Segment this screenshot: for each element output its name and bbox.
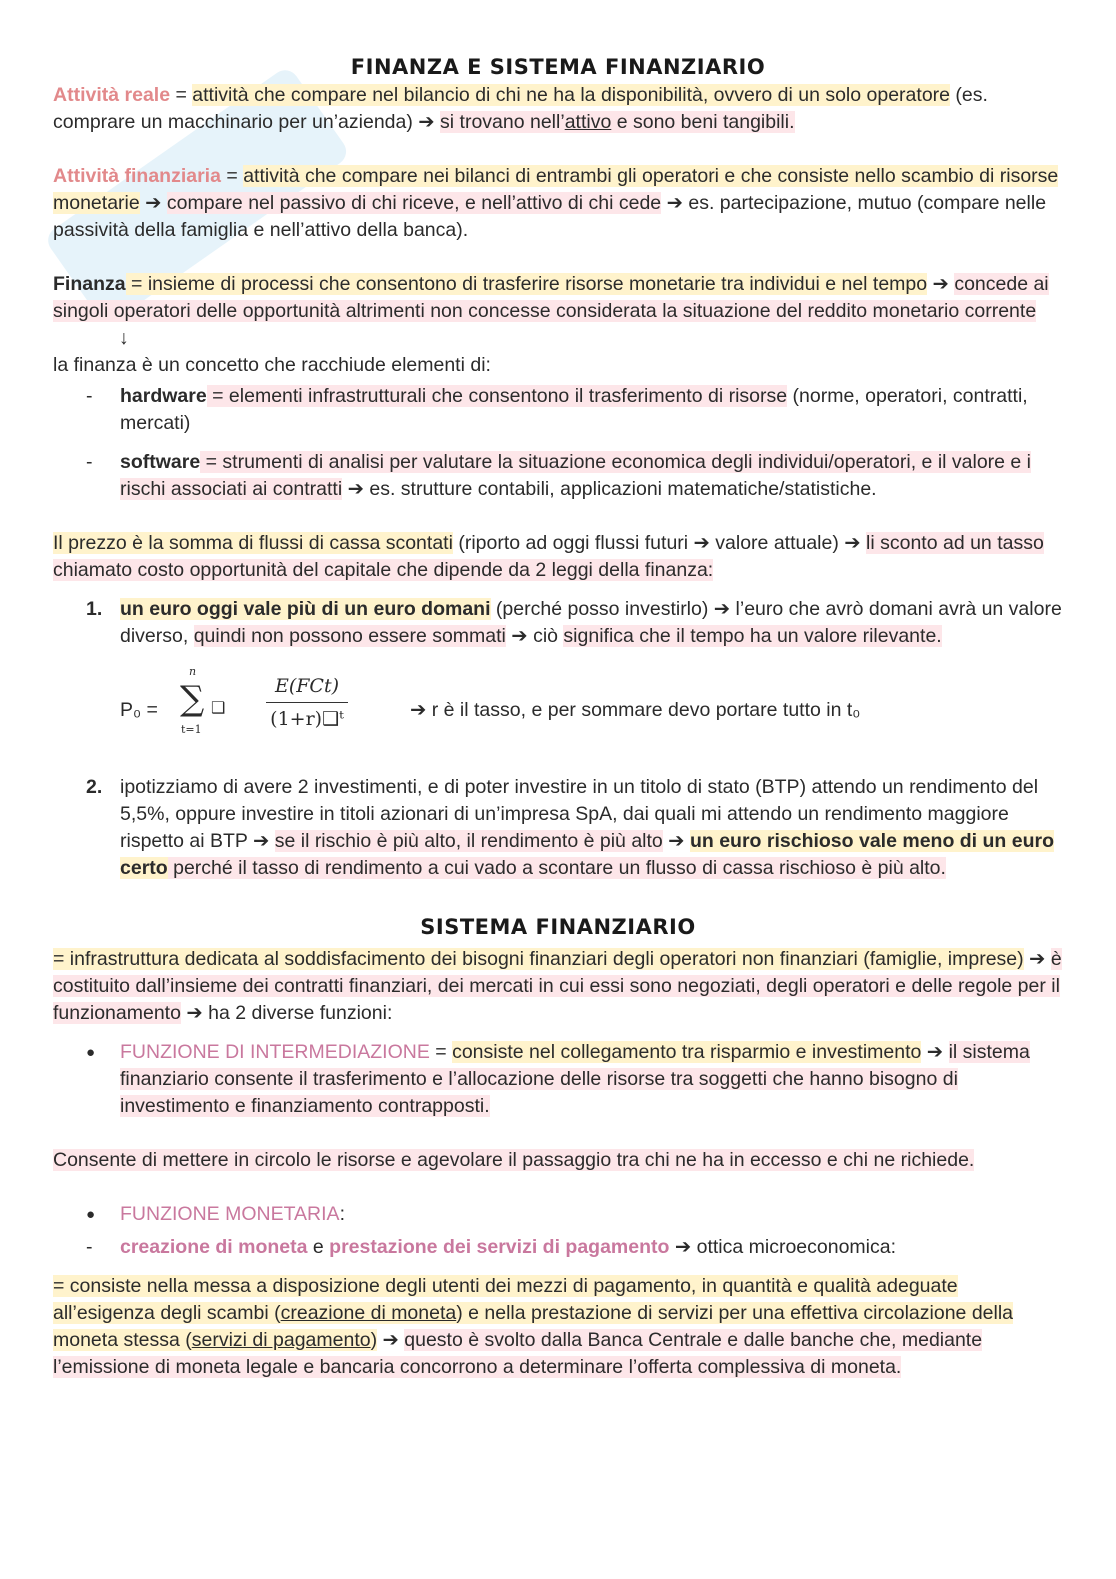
text: ) <box>370 1329 378 1351</box>
highlight: = infrastruttura dedicata al soddisfacimento dei bisogni finanziari degli operatori non finanziari (famiglie, imprese) <box>53 948 1024 970</box>
highlight: quindi non possono essere sommati <box>193 625 506 647</box>
document-page <box>53 52 1063 1381</box>
paragraph-attivita-finanziaria <box>53 163 1063 244</box>
equals: = <box>220 165 244 187</box>
term-attivita-finanziaria: Attività finanziaria <box>53 165 221 187</box>
definition: attività che compare nel bilancio di chi ne ha la disponibilità, ovvero di un solo operatore <box>192 84 950 106</box>
text: ➔ ciò <box>505 625 564 647</box>
term: creazione di moneta <box>120 1236 308 1258</box>
arrow: ➔ <box>662 830 690 852</box>
text: (perché posso investirlo) ➔ l’euro che avrò domani avrà un valore diverso, <box>120 598 1062 647</box>
text: ➔ ha 2 diverse funzioni: <box>180 1002 393 1024</box>
underlined-text: attivo <box>564 111 612 133</box>
function-title: FUNZIONE MONETARIA <box>120 1203 340 1225</box>
equals: = <box>429 1041 453 1063</box>
text: ) e nella prestazione di servizi per una effettiva circolazione della moneta stessa ( <box>53 1302 1014 1351</box>
bold-highlight: un euro oggi vale più di un euro domani <box>120 598 491 620</box>
term-finanza: Finanza <box>53 273 126 295</box>
fraction <box>266 672 348 733</box>
sigma-symbol: ∑ <box>180 679 205 719</box>
law-2 <box>53 774 1063 882</box>
dash-marker: - <box>86 385 93 407</box>
highlight: è costituito dall’insieme dei contratti finanziari, dei mercati in cui essi sono negoziati, degli operatori e delle regole per il funzionamento <box>53 948 1062 1024</box>
text: ➔ ottica microeconomica: <box>669 1236 897 1258</box>
down-arrow: ↓ <box>119 327 129 349</box>
text: ➔ es. partecipazione, mutuo (compare nelle passività della famiglia e nell’attivo della banca). <box>53 192 1047 241</box>
formula-note: ➔ r è il tasso, e per sommare devo portare tutto in t₀ <box>410 699 861 721</box>
text: (norme, operatori, contratti, mercati) <box>120 385 1028 434</box>
text: ➔ es. strutture contabili, applicazioni matematiche/statistiche. <box>342 478 877 500</box>
definition: = insieme di processi che consentono di trasferire risorse monetarie tra individui e nel tempo <box>125 273 928 295</box>
highlight: perché il tasso di rendimento a cui vado a scontare un flusso di cassa rischioso è più alto. <box>167 857 946 879</box>
dash-marker: - <box>86 1236 93 1258</box>
highlight: significa che il tempo ha un valore rilevante. <box>563 625 942 647</box>
bullet-marker: ● <box>86 1206 96 1223</box>
paragraph-attivita-reale <box>53 82 1063 136</box>
arrow: ➔ <box>1023 948 1051 970</box>
law-1 <box>53 596 1063 650</box>
text: = consiste nella messa a disposizione degli utenti dei mezzi di pagamento, in quantità e qualità adeguate all’esigenza degli scambi ( <box>53 1275 958 1324</box>
highlight: Il prezzo è la somma di flussi di cassa scontati <box>53 532 453 554</box>
present-value-formula <box>53 665 1063 750</box>
denominator: (1+r)❑ᵗ <box>270 708 344 730</box>
paragraph-finanza <box>53 271 1063 325</box>
definition: attività che compare nei bilanci di entrambi gli operatori e che consiste nello scambio di risorse monetarie <box>53 165 1059 214</box>
arrow: ➔ <box>927 273 955 295</box>
paragraph-prezzo <box>53 530 1063 584</box>
list-item-software <box>53 449 1063 503</box>
text: si trovano nell’ <box>440 111 565 133</box>
function-monetaria <box>53 1201 1063 1228</box>
definition: = elementi infrastrutturali che consentono il trasferimento di risorse <box>206 385 788 407</box>
list-item-hardware <box>53 383 1063 437</box>
number-marker: 1. <box>86 598 103 620</box>
text: e <box>307 1236 330 1258</box>
highlight: se il rischio è più alto, il rendimento è più alto <box>274 830 663 852</box>
function-monetaria-sub <box>53 1234 1063 1261</box>
underlined-text: creazione di moneta <box>280 1302 457 1324</box>
arrow: ➔ <box>139 192 167 214</box>
numerator: E(FCt) <box>274 675 340 697</box>
paragraph-consente <box>53 1147 1063 1174</box>
bold-highlight: un euro rischioso vale meno di un euro certo <box>120 830 1055 879</box>
paragraph-intro: la finanza è un concetto che racchiude elementi di: <box>53 354 491 376</box>
highlight: il sistema finanziario consente il trasferimento e l’allocazione delle risorse tra soggetti che hanno bisogno di investimento e finanziamento contrapposti. <box>120 1041 1030 1117</box>
dash-marker: - <box>86 451 93 473</box>
bullet-marker: ● <box>86 1044 96 1061</box>
highlight: concede ai singoli operatori delle opportunità altrimenti non concesse considerata la situazione del reddito monetario corrente <box>53 273 1049 322</box>
definition: = strumenti di analisi per valutare la situazione economica degli individui/operatori, e il valore e i rischi associati ai contratti <box>120 451 1032 500</box>
text: e sono beni tangibili. <box>611 111 795 133</box>
colon: : <box>339 1203 345 1225</box>
highlight: questo è svolto dalla Banca Centrale e dalle banche che, mediante l’emissione di moneta legale e bancaria concorrono a determinare l’offerta complessiva di moneta. <box>53 1329 983 1378</box>
term: hardware <box>120 385 207 407</box>
function-intermediazione <box>53 1039 1063 1120</box>
arrow: ➔ <box>921 1041 949 1063</box>
function-title: FUNZIONE DI INTERMEDIAZIONE <box>120 1041 430 1063</box>
paragraph-monetaria <box>53 1273 1063 1381</box>
arrow: ➔ <box>377 1329 405 1351</box>
highlight: Consente di mettere in circolo le risorse e agevolare il passaggio tra chi ne ha in eccesso e chi ne richiede. <box>53 1149 975 1171</box>
underlined-text: servizi di pagamento <box>191 1329 371 1351</box>
page-title: FINANZA E SISTEMA FINANZIARIO <box>350 55 766 79</box>
formula-lhs: P₀ = <box>120 699 158 721</box>
text: (es. comprare un macchinario per un’azienda) ➔ <box>53 84 988 133</box>
text: ipotizziamo di avere 2 investimenti, e di poter investire in un titolo di stato (BTP) attendo un rendimento del 5,5%, oppure investire in titoli azionari di un’impresa SpA, dai quali mi attendo un rendimento maggiore rispetto ai BTP ➔ <box>120 776 1039 852</box>
equals: = <box>170 84 193 106</box>
sum-upper-limit: n <box>189 665 197 678</box>
term: software <box>120 451 201 473</box>
placeholder-box: ❑ <box>211 698 226 717</box>
number-marker: 2. <box>86 776 103 798</box>
highlight <box>440 111 794 133</box>
fraction-bar <box>266 702 348 703</box>
highlight: compare nel passivo di chi riceve, e nell’attivo di chi cede <box>166 192 662 214</box>
section-title: SISTEMA FINANZIARIO <box>420 915 696 939</box>
highlight: li sconto ad un tasso chiamato costo opportunità del capitale che dipende da 2 leggi della finanza: <box>53 532 1044 581</box>
term-attivita-reale: Attività reale <box>53 84 171 106</box>
term: prestazione dei servizi di pagamento <box>329 1236 670 1258</box>
sum-lower-limit: t=1 <box>181 723 202 736</box>
highlight: consiste nel collegamento tra risparmio e investimento <box>452 1041 922 1063</box>
text: (riporto ad oggi flussi futuri ➔ valore attuale) ➔ <box>452 532 867 554</box>
paragraph-sistema-finanziario <box>53 946 1063 1027</box>
